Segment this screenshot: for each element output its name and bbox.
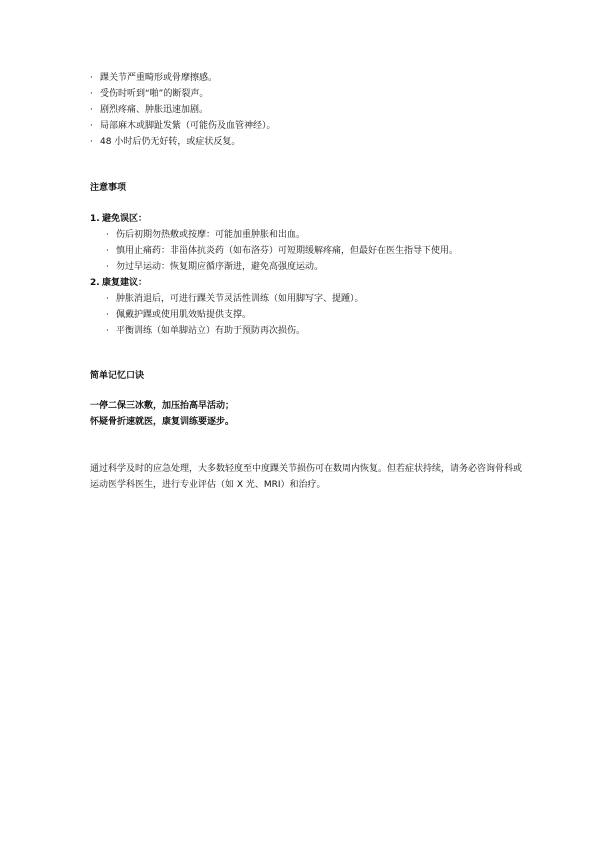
bullet-icon: · (106, 326, 109, 336)
list-item: · 48 小时后仍无好转，或症状反复。 (90, 134, 530, 150)
warning-signs-list (90, 70, 530, 150)
list-item: · 肿胀消退后，可进行踝关节灵活性训练（如用脚写字、提踵）。 (90, 291, 530, 307)
bullet-icon: · (106, 294, 109, 304)
bullet-icon: · (90, 73, 93, 83)
bullet-icon: · (90, 137, 93, 147)
list-item: · 慎用止痛药：非甾体抗炎药（如布洛芬）可短期缓解疼痛，但最好在医生指导下使用。 (90, 243, 530, 259)
list-item: · 踝关节严重畸形或骨摩擦感。 (90, 70, 530, 86)
mnemonic-line-1: 一停二保三冰敷，加压抬高早活动； (90, 401, 235, 411)
bullet-icon: · (90, 121, 93, 131)
numbered-item: 1. 避免误区： (90, 214, 148, 224)
bullet-icon: · (106, 262, 109, 272)
conclusion-paragraph: 通过科学及时的应急处理，大多数轻度至中度踝关节损伤可在数周内恢复。但若症状持续，请务必咨询骨科或运动医学科医生，进行专业评估（如 X 光、MRI）和治疗。 (90, 464, 523, 490)
section-heading-mnemonic: 简单记忆口诀 (90, 371, 145, 381)
mnemonic-line-2: 怀疑骨折速就医，康复训练要逐步。 (90, 417, 235, 427)
precautions-list (90, 211, 530, 339)
mnemonic-text (90, 398, 530, 430)
list-item: · 平衡训练（如单脚站立）有助于预防再次损伤。 (90, 323, 530, 339)
list-item: · 受伤时听到“啪”的断裂声。 (90, 86, 530, 102)
numbered-item: 2. 康复建议： (90, 278, 148, 288)
list-item: · 剧烈疼痛、肿胀迅速加剧。 (90, 102, 530, 118)
list-item: · 局部麻木或脚趾发紫（可能伤及血管神经）。 (90, 118, 530, 134)
bullet-icon: · (106, 310, 109, 320)
section-heading-precautions: 注意事项 (90, 183, 127, 193)
bullet-icon: · (90, 89, 93, 99)
bullet-icon: · (106, 246, 109, 256)
list-item: · 勿过早运动：恢复期应循序渐进，避免高强度运动。 (90, 259, 530, 275)
list-item: · 佩戴护踝或使用肌效贴提供支撑。 (90, 307, 530, 323)
bullet-icon: · (90, 105, 93, 115)
list-item: · 伤后初期勿热敷或按摩：可能加重肿胀和出血。 (90, 227, 530, 243)
bullet-icon: · (106, 230, 109, 240)
